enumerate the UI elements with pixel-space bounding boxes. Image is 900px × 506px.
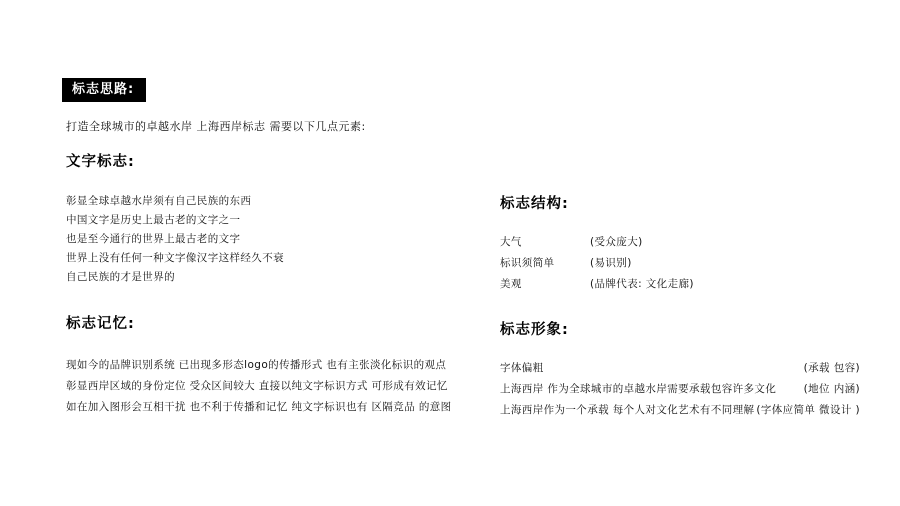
text-line: 彰显全球卓越水岸须有自己民族的东西 bbox=[66, 195, 252, 207]
image-row-note: (地位 内涵) bbox=[803, 383, 860, 395]
structure-row-label: 美观 bbox=[500, 278, 522, 290]
text-line: 世界上没有任何一种文字像汉字这样经久不衰 bbox=[66, 252, 284, 264]
image-row bbox=[500, 400, 860, 421]
text-line: 也是至今通行的世界上最古老的文字 bbox=[66, 233, 241, 245]
section-heading-structure: 标志结构: bbox=[500, 196, 569, 212]
structure-row bbox=[500, 253, 694, 274]
section-body-text-logo bbox=[66, 192, 284, 287]
image-row bbox=[500, 379, 860, 400]
section-body-structure bbox=[500, 232, 694, 295]
section-body-image bbox=[500, 358, 860, 421]
image-row-note: (承载 包容) bbox=[803, 362, 860, 374]
text-line: 中国文字是历史上最古老的文字之一 bbox=[66, 214, 241, 226]
image-row-label: 上海西岸作为一个承载 每个人对文化艺术有不同理解 bbox=[500, 404, 755, 416]
image-row-note: (字体应简单 微设计 ) bbox=[756, 404, 860, 416]
lead-paragraph: 打造全球城市的卓越水岸 上海西岸标志 需要以下几点元素: bbox=[66, 120, 366, 133]
page-title: 标志思路: bbox=[62, 78, 146, 102]
image-row-label: 上海西岸 作为全球城市的卓越水岸需要承载包容许多文化 bbox=[500, 383, 777, 395]
structure-row-note: (易识别) bbox=[590, 257, 632, 269]
structure-row bbox=[500, 274, 694, 295]
text-line: 自己民族的才是世界的 bbox=[66, 271, 175, 283]
text-line: 彰显西岸区域的身份定位 受众区间较大 直接以纯文字标识方式 可形成有效记忆 bbox=[66, 380, 448, 392]
structure-row-label: 大气 bbox=[500, 236, 522, 248]
text-line: 现如今的品牌识别系统 已出现多形态logo的传播形式 也有主张淡化标识的观点 bbox=[66, 359, 447, 371]
image-row-label: 字体偏粗 bbox=[500, 362, 544, 374]
section-body-memory bbox=[66, 355, 452, 418]
section-heading-text-logo: 文字标志: bbox=[66, 154, 135, 170]
structure-row-note: (受众庞大) bbox=[590, 236, 643, 248]
structure-row-label: 标识须简单 bbox=[500, 257, 555, 269]
section-heading-image: 标志形象: bbox=[500, 322, 569, 338]
structure-row bbox=[500, 232, 694, 253]
image-row bbox=[500, 358, 860, 379]
text-line: 如在加入图形会互相干扰 也不利于传播和记忆 纯文字标识也有 区隔竞品 的意图 bbox=[66, 401, 452, 413]
section-heading-memory: 标志记忆: bbox=[66, 316, 135, 332]
structure-row-note: (品牌代表: 文化走廊) bbox=[590, 278, 694, 290]
